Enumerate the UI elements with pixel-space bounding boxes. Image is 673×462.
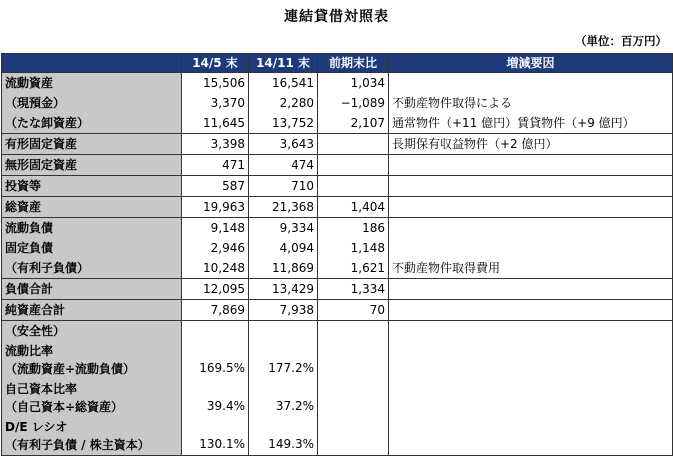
- value-14-5: 9,148: [182, 218, 249, 239]
- table-row: [2, 321, 673, 342]
- value-change: 1,148: [318, 238, 389, 258]
- value-14-5: 3,398: [182, 134, 249, 155]
- value-change: 1,621: [318, 258, 389, 279]
- value-14-11: 177.2%: [249, 341, 318, 379]
- header-14-5: 14/5 末: [182, 54, 249, 73]
- row-label: 流動負債: [2, 218, 182, 239]
- value-change: [318, 134, 389, 155]
- row-label: （たな卸資産）: [2, 113, 182, 134]
- value-14-11: 9,334: [249, 218, 318, 239]
- value-14-5: 471: [182, 155, 249, 176]
- reason-text: [389, 279, 673, 300]
- row-label: 固定負債: [2, 238, 182, 258]
- table-row: [2, 93, 673, 113]
- value-14-11: 4,094: [249, 238, 318, 258]
- table-row: [2, 218, 673, 239]
- table-header-row: [2, 54, 673, 73]
- value-14-5: 7,869: [182, 300, 249, 321]
- table-row: [2, 300, 673, 321]
- reason-text: [389, 197, 673, 218]
- ratio-name: 流動比率: [5, 344, 54, 358]
- row-label: 総資産: [2, 197, 182, 218]
- row-label: 流動資産: [2, 73, 182, 94]
- header-change: 前期末比: [318, 54, 389, 73]
- value-14-11: 13,752: [249, 113, 318, 134]
- row-label: （有利子負債）: [2, 258, 182, 279]
- reason-text: 不動産物件取得による: [389, 93, 673, 113]
- row-label: 無形固定資産: [2, 155, 182, 176]
- value-14-5: 169.5%: [182, 341, 249, 379]
- row-label: 投資等: [2, 176, 182, 197]
- value-change: 1,334: [318, 279, 389, 300]
- value-14-5: 12,095: [182, 279, 249, 300]
- ratio-label: [2, 379, 182, 417]
- value-14-5: 587: [182, 176, 249, 197]
- table-row: [2, 238, 673, 258]
- reason-text: [389, 300, 673, 321]
- value-change: 186: [318, 218, 389, 239]
- table-row: [2, 134, 673, 155]
- value-14-11: 13,429: [249, 279, 318, 300]
- value-14-11: 474: [249, 155, 318, 176]
- header-reason: 増減要因: [389, 54, 673, 73]
- value-change: −1,089: [318, 93, 389, 113]
- value-14-11: 710: [249, 176, 318, 197]
- value-change: 1,034: [318, 73, 389, 94]
- value-14-11: 16,541: [249, 73, 318, 94]
- balance-sheet-table: [1, 53, 673, 456]
- value-change: 1,404: [318, 197, 389, 218]
- row-label: 負債合計: [2, 279, 182, 300]
- value-14-5: 3,370: [182, 93, 249, 113]
- ratio-formula: （流動資産÷流動負債）: [5, 362, 136, 376]
- table-row: [2, 279, 673, 300]
- value-14-5: 10,248: [182, 258, 249, 279]
- reason-text: 通常物件（+11 億円）賃貸物件（+9 億円）: [389, 113, 673, 134]
- ratio-formula: （有利子負債 / 株主資本）: [5, 438, 150, 452]
- reason-text: [389, 238, 673, 258]
- value-14-11: 7,938: [249, 300, 318, 321]
- value-14-5: 15,506: [182, 73, 249, 94]
- value-14-11: 149.3%: [249, 417, 318, 456]
- reason-text: [389, 73, 673, 94]
- row-label: 純資産合計: [2, 300, 182, 321]
- table-row: [2, 197, 673, 218]
- value-change: 70: [318, 300, 389, 321]
- header-14-11: 14/11 末: [249, 54, 318, 73]
- row-label: （現預金）: [2, 93, 182, 113]
- table-row: [2, 155, 673, 176]
- value-14-5: 19,963: [182, 197, 249, 218]
- table-row: [2, 379, 673, 417]
- value-14-11: 37.2%: [249, 379, 318, 417]
- value-change: 2,107: [318, 113, 389, 134]
- reason-text: 不動産物件取得費用: [389, 258, 673, 279]
- value-14-5: 39.4%: [182, 379, 249, 417]
- table-row: [2, 258, 673, 279]
- unit-note: （単位：百万円）: [575, 34, 667, 48]
- value-14-11: 21,368: [249, 197, 318, 218]
- ratio-label: [2, 417, 182, 456]
- value-14-5: 2,946: [182, 238, 249, 258]
- value-14-11: 3,643: [249, 134, 318, 155]
- value-14-11: 11,869: [249, 258, 318, 279]
- header-blank: [2, 54, 182, 73]
- row-label: 有形固定資産: [2, 134, 182, 155]
- value-14-5: 11,645: [182, 113, 249, 134]
- reason-text: [389, 176, 673, 197]
- value-14-11: 2,280: [249, 93, 318, 113]
- value-change: [318, 176, 389, 197]
- reason-text: 長期保有収益物件（+2 億円）: [389, 134, 673, 155]
- table-row: [2, 73, 673, 94]
- table-row: [2, 417, 673, 456]
- table-row: [2, 113, 673, 134]
- table-row: [2, 341, 673, 379]
- value-change: [318, 155, 389, 176]
- ratio-name: D/E レシオ: [5, 420, 68, 434]
- reason-text: [389, 218, 673, 239]
- reason-text: [389, 155, 673, 176]
- page-title: 連結貸借対照表: [284, 9, 389, 25]
- table-row: [2, 176, 673, 197]
- ratio-name: 自己資本比率: [5, 382, 78, 396]
- value-14-5: 130.1%: [182, 417, 249, 456]
- safety-heading: （安全性）: [2, 321, 182, 342]
- ratio-formula: （自己資本÷総資産）: [5, 400, 124, 414]
- ratio-label: [2, 341, 182, 379]
